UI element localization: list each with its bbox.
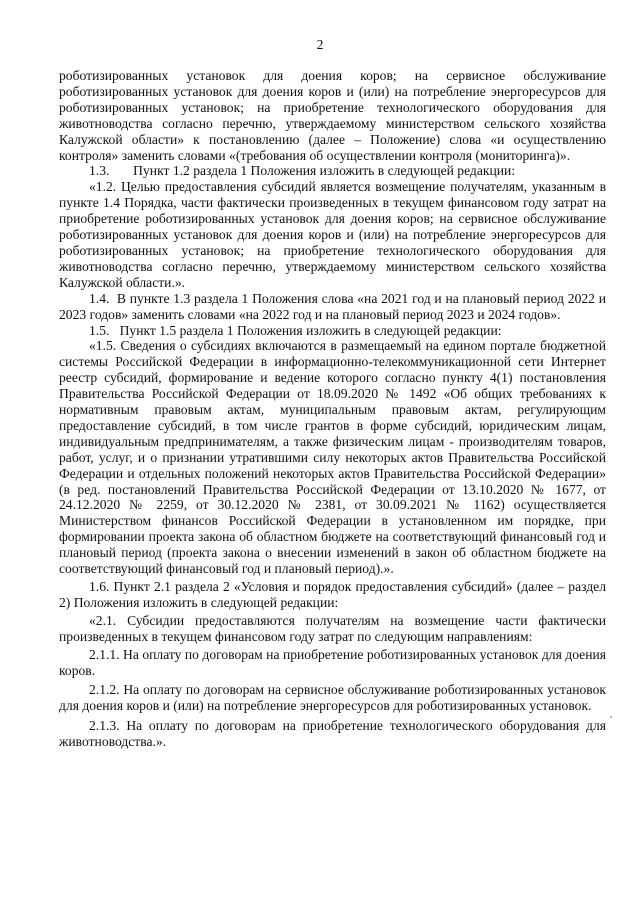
document-body	[59, 68, 606, 750]
paragraph-2-1-2: 2.1.2. На оплату по договорам на сервисное обслуживание роботизированных установок для доения коров и (или) на потребление энергоресурсов для роботизированных установок.	[59, 682, 606, 714]
paragraph-1-5: 1.5. Пункт 1.5 раздела 1 Положения изложить в следующей редакции:	[89, 322, 502, 338]
paragraph-2-1-3: 2.1.3. На оплату по договорам на приобретение технологического оборудования для животноводства.».	[59, 718, 606, 750]
paragraph-quote-1-2: «1.2. Целью предоставления субсидий является возмещение получателям, указанным в пункте 1.4 Порядка, части фактически произведенных в текущем финансовом году затрат на приобретение роботизированных установок для доения коров; на сервисное обслуживание роботизированных установок для доения коров и (или) на потребление энергоресурсов для роботизированных установок; на приобретение технологического оборудования для животноводства согласно перечню, утверждаемому министерством сельского хозяйства Калужской области.».	[59, 179, 606, 290]
paragraph-1-3: 1.3. Пункт 1.2 раздела 1 Положения изложить в следующей редакции:	[89, 163, 516, 179]
paragraph-2-1-1: 2.1.1. На оплату по договорам на приобретение роботизированных установок для доения коров.	[59, 646, 606, 678]
paragraph-continuation: роботизированных установок для доения коров; на сервисное обслуживание роботизированных установок для доения коров и (или) на потребление энергоресурсов для роботизированных установок; на приобретение технологического оборудования для животноводства согласно перечню, утверждаемому министерством сельского хозяйства Калужской области» к постановлению (далее – Положение) слова «и осуществлению контроля» заменить словами «(требования об осуществлении контроля (мониторинга)».	[59, 68, 606, 163]
paragraph-quote-1-5: «1.5. Сведения о субсидиях включаются в размещаемый на едином портале бюджетной системы Российской Федерации в информационно-телекоммуникационной сети Интернет реестр субсидий, формирование и ведение которого согласно пункту 4(1) постановления Правительства Российской Федерации от 18.09.2020 № 1492 «Об общих требованиях к нормативным правовым актам, муниципальным правовым актам, регулирующим предоставление субсидий, в том числе грантов в форме субсидий, юридическим лицам, индивидуальным предпринимателям, а также физическим лицам - производителям товаров, работ, услуг, и о признании утратившими силу некоторых актов Правительства Российской Федерации и отдельных положений некоторых актов Правительства Российской Федерации» (в ред. постановлений Правительства Российской Федерации от 13.10.2020 № 1677, от 24.12.2020 № 2259, от 30.12.2020 № 2381, от 30.09.2021 № 1162) осуществляется Министерством финансов Российской Федерации в установленном им порядке, при формировании проекта закона об областном бюджете на соответствующий финансовый год и плановый период (проекта закона о внесении изменений в закон об областном бюджете на соответствующий финансовый год и плановый период).».	[59, 338, 606, 577]
paragraph-quote-2-1: «2.1. Субсидии предоставляются получателям на возмещение части фактически произведенных в текущем финансовом году затрат по следующим направлениям:	[59, 612, 606, 644]
paragraph-1-4: 1.4. В пункте 1.3 раздела 1 Положения слова «на 2021 год и на плановый период 2022 и 2023 годов» заменить словами «на 2022 год и на плановый период 2023 и 2024 годов».	[59, 290, 606, 322]
page-number: 2	[316, 37, 324, 52]
paragraph-1-6: 1.6. Пункт 2.1 раздела 2 «Условия и порядок предоставления субсидий» (далее – раздел 2) Положения изложить в следующей редакции:	[59, 579, 606, 610]
scan-speck	[610, 716, 612, 718]
